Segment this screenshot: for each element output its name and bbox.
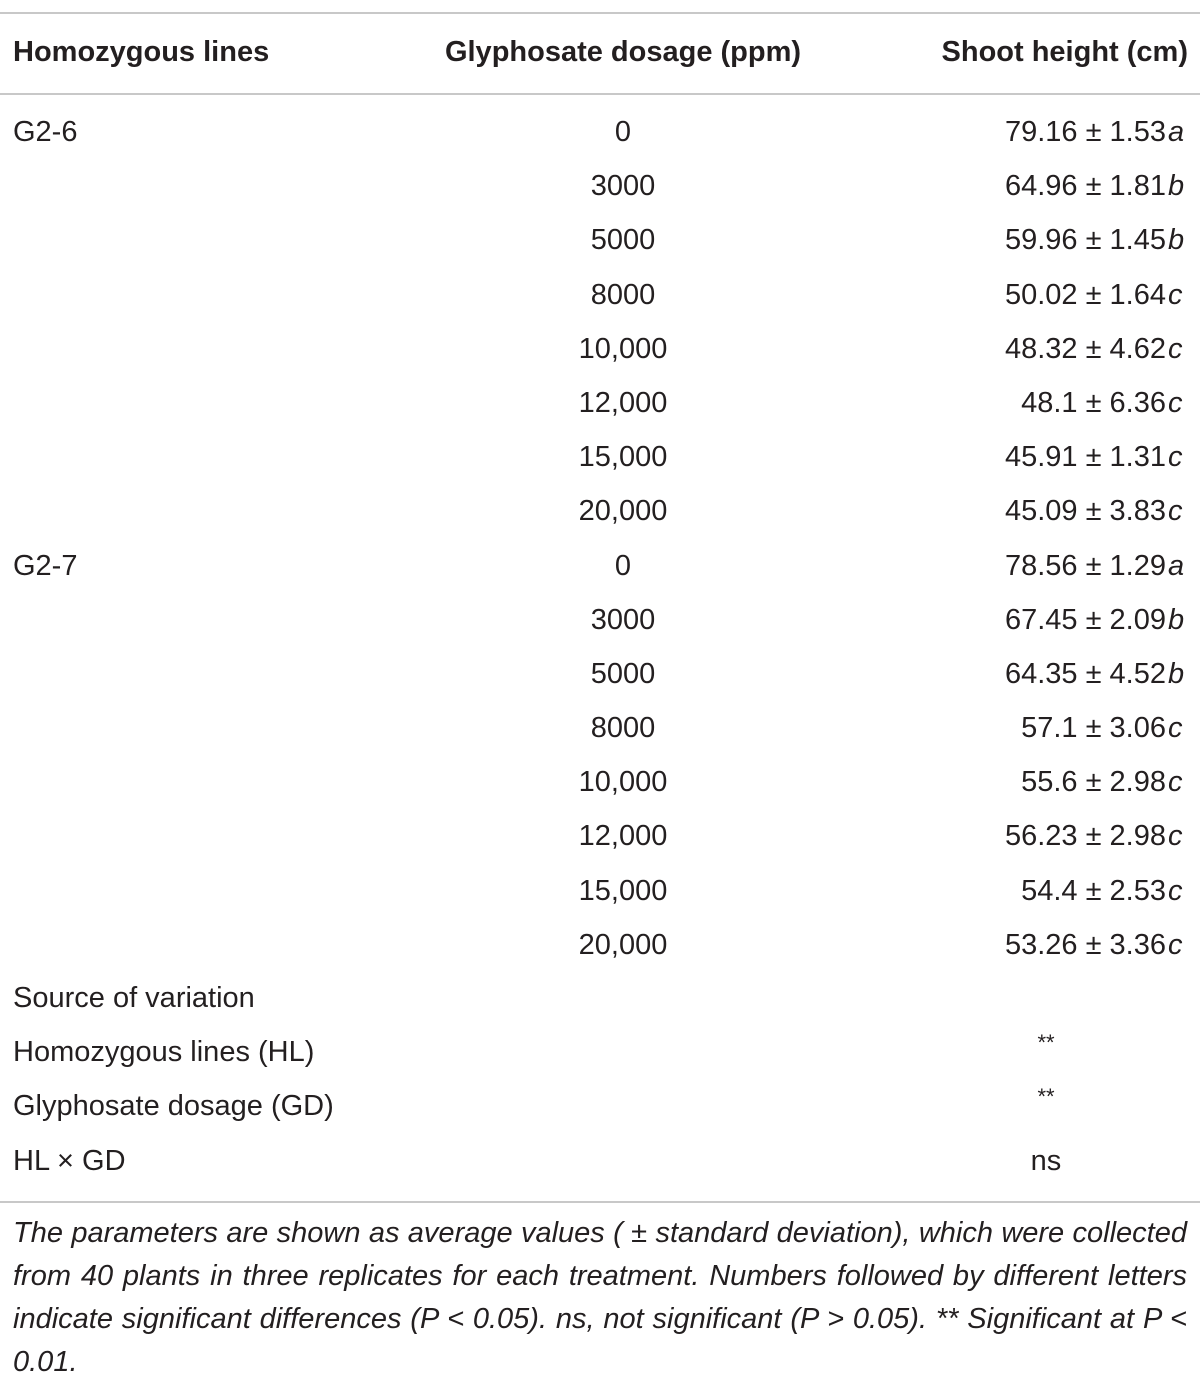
- glyphosate-dosage-cell: 8000: [590, 278, 656, 311]
- table-row: [0, 919, 1200, 973]
- significance-letter-cell: c: [1168, 278, 1183, 311]
- table-row: [0, 702, 1200, 756]
- shoot-height-value-cell: 53.26 ± 3.36: [1004, 928, 1166, 961]
- anova-row-hl: [0, 1026, 1200, 1080]
- shoot-height-value-cell: 64.35 ± 4.52: [1004, 657, 1166, 690]
- gd-significance: **: [1037, 1084, 1055, 1110]
- shoot-height-value-cell: 79.16 ± 1.53: [1004, 116, 1166, 148]
- glyphosate-dosage-cell: 8000: [590, 712, 656, 745]
- glyphosate-dosage-cell: 20,000: [578, 495, 668, 528]
- shoot-height-value-cell: 45.91 ± 1.31: [1004, 441, 1166, 474]
- anova-section: [0, 972, 1200, 1189]
- shoot-height-value-cell: 48.32 ± 4.62: [1004, 332, 1166, 365]
- glyphosate-dosage-cell: 5000: [590, 224, 656, 257]
- significance-letter-cell: b: [1168, 603, 1185, 636]
- gd-label: Glyphosate dosage (GD): [13, 1090, 334, 1123]
- table-row: [0, 431, 1200, 485]
- source-of-variation-label: Source of variation: [13, 982, 255, 1014]
- table-row: [0, 323, 1200, 377]
- interaction-significance: ns: [1030, 1144, 1062, 1177]
- table-row: [0, 648, 1200, 702]
- hl-significance: **: [1037, 1030, 1055, 1056]
- significance-letter-cell: c: [1168, 441, 1183, 474]
- shoot-height-value-cell: 56.23 ± 2.98: [1004, 820, 1166, 853]
- significance-letter-cell: c: [1168, 874, 1183, 907]
- significance-letter-cell: b: [1168, 657, 1185, 690]
- significance-letter-cell: c: [1168, 332, 1183, 365]
- significance-letter-cell: c: [1168, 766, 1183, 799]
- glyphosate-dosage-cell: 3000: [590, 603, 656, 636]
- anova-row-source: [0, 972, 1200, 1026]
- shoot-height-value-cell: 45.09 ± 3.83: [1004, 495, 1166, 528]
- table-row: [0, 756, 1200, 810]
- homozygous-line-cell: G2-7: [13, 549, 78, 582]
- glyphosate-dosage-cell: 5000: [590, 657, 656, 690]
- header-homozygous-lines: Homozygous lines: [13, 36, 270, 68]
- significance-letter-cell: a: [1168, 549, 1185, 582]
- significance-letter-cell: c: [1168, 820, 1183, 853]
- table-row: [0, 810, 1200, 864]
- table-row: [0, 160, 1200, 214]
- shoot-height-value-cell: 50.02 ± 1.64: [1004, 278, 1166, 311]
- significance-letter-cell: c: [1168, 928, 1183, 961]
- glyphosate-dosage-cell: 20,000: [578, 928, 668, 961]
- shoot-height-value-cell: 59.96 ± 1.45: [1004, 224, 1166, 257]
- anova-row-interaction: [0, 1135, 1200, 1189]
- homozygous-line-cell: G2-6: [13, 116, 78, 148]
- shoot-height-value-cell: 48.1 ± 6.36: [1021, 386, 1166, 419]
- glyphosate-dosage-cell: 10,000: [578, 332, 668, 365]
- significance-letter-cell: a: [1168, 116, 1185, 148]
- table-footnote: The parameters are shown as average values ( ± standard deviation), which were collected from 40 plants in three replicates for each treatment. Numbers followed by different letters indicate significant differences (P < 0.05). ns, not significant (P > 0.05). ** Significant at P < 0.01.: [13, 1217, 1187, 1378]
- shoot-height-value-cell: 67.45 ± 2.09: [1004, 603, 1166, 636]
- shoot-height-value-cell: 54.4 ± 2.53: [1021, 874, 1166, 907]
- glyphosate-dosage-cell: 3000: [590, 170, 656, 203]
- bottom-rule: [0, 1201, 1200, 1203]
- significance-letter-cell: c: [1168, 495, 1183, 528]
- table-row: [0, 594, 1200, 648]
- table-row: [0, 540, 1200, 594]
- glyphosate-dosage-cell: 15,000: [578, 874, 668, 907]
- table-row: [0, 485, 1200, 539]
- interaction-label: HL × GD: [13, 1144, 126, 1177]
- table-body: [0, 106, 1200, 973]
- table-row: [0, 214, 1200, 268]
- table-row: [0, 865, 1200, 919]
- significance-letter-cell: b: [1168, 170, 1185, 203]
- table-row: [0, 269, 1200, 323]
- glyphosate-dosage-cell: 10,000: [578, 766, 668, 799]
- glyphosate-dosage-cell: 0: [614, 116, 632, 148]
- significance-letter-cell: b: [1168, 224, 1185, 257]
- shoot-height-value-cell: 78.56 ± 1.29: [1004, 549, 1166, 582]
- header-glyphosate-dosage: Glyphosate dosage (ppm): [444, 36, 802, 68]
- header-shoot-height: Shoot height (cm): [941, 36, 1188, 68]
- hl-label: Homozygous lines (HL): [13, 1036, 315, 1069]
- shoot-height-value-cell: 55.6 ± 2.98: [1021, 766, 1166, 799]
- table-row: [0, 377, 1200, 431]
- top-rule: [0, 12, 1200, 14]
- glyphosate-dosage-cell: 12,000: [578, 820, 668, 853]
- glyphosate-dosage-cell: 0: [614, 549, 632, 582]
- glyphosate-dosage-cell: 15,000: [578, 441, 668, 474]
- header-rule: [0, 93, 1200, 95]
- table-header: [0, 28, 1200, 78]
- significance-letter-cell: c: [1168, 386, 1183, 419]
- anova-row-gd: [0, 1080, 1200, 1134]
- table-row: [0, 106, 1200, 160]
- significance-letter-cell: c: [1168, 712, 1183, 745]
- shoot-height-value-cell: 57.1 ± 3.06: [1021, 712, 1166, 745]
- shoot-height-value-cell: 64.96 ± 1.81: [1004, 170, 1166, 203]
- glyphosate-dosage-cell: 12,000: [578, 386, 668, 419]
